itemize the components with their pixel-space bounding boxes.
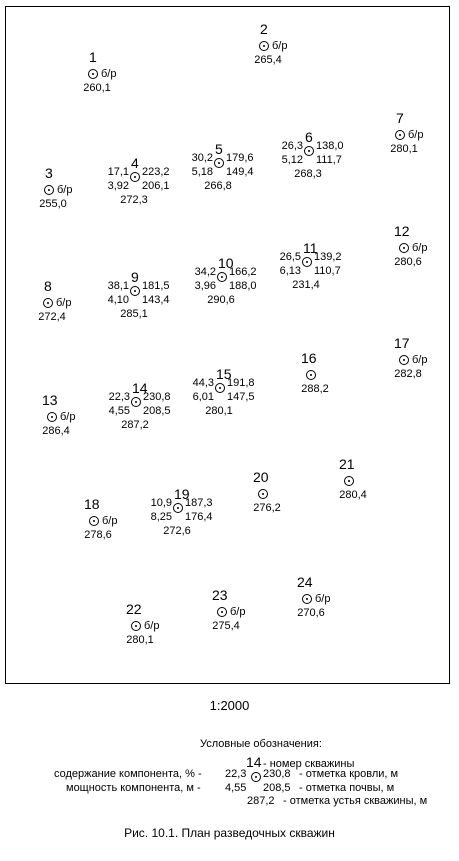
well-content: 22,3 [108,391,130,403]
well-floor: 149,4 [226,166,254,178]
well-symbol-icon [259,41,269,51]
well-status: б/р [412,354,428,366]
well-elevation: 255,0 [39,198,67,210]
well-content: 26,3 [281,140,303,152]
well-floor: 188,0 [229,280,257,292]
well-symbol-icon [217,272,227,282]
well-number: 4 [131,155,139,171]
well-status: б/р [144,620,160,632]
well-roof: 181,5 [142,280,170,292]
well-number: 11 [303,240,318,256]
well-number: 3 [45,165,53,181]
well-thickness: 3,96 [194,280,216,292]
well-elevation: 276,2 [253,502,281,514]
well-status: б/р [56,297,72,309]
well-symbol-icon [173,503,183,513]
well-elevation: 266,8 [204,180,232,192]
legend-well-symbol [251,772,261,782]
legend-elevation-desc: - отметка устья скважины, м [283,795,428,807]
legend-title: Условные обозначения: [200,738,322,750]
well-number: 20 [253,469,269,485]
well-elevation: 268,3 [294,168,322,180]
well-symbol-icon [302,257,312,267]
well-number: 14 [132,380,148,396]
well-elevation: 286,4 [42,425,70,437]
well-symbol-icon [258,489,268,499]
well-number: 12 [394,223,410,239]
well-elevation: 282,8 [394,368,422,380]
well-number: 13 [42,392,58,408]
well-floor: 206,1 [142,180,170,192]
well-elevation: 290,6 [207,294,235,306]
well-elevation: 285,1 [120,308,148,320]
well-number: 7 [396,110,404,126]
well-symbol-icon [214,158,224,168]
well-symbol-icon [344,476,354,486]
well-elevation: 265,4 [254,54,282,66]
well-number: 24 [297,574,313,590]
well-status: б/р [57,184,73,196]
well-symbol-icon [215,383,225,393]
well-symbol-icon [399,355,409,365]
well-elevation: 272,3 [120,194,148,206]
well-floor: 111,7 [316,154,342,166]
well-number: 22 [126,601,142,617]
well-elevation: 272,6 [163,525,191,537]
well-number: 6 [305,129,313,145]
well-elevation: 288,2 [301,383,329,395]
well-floor: 176,4 [185,511,213,523]
well-elevation: 272,4 [38,311,66,323]
well-number: 23 [212,587,228,603]
well-status: б/р [408,129,424,141]
well-number: 21 [339,456,355,472]
well-number: 9 [131,269,139,285]
legend-roof-desc: - отметка кровли, м [299,768,399,780]
well-number: 5 [215,141,223,157]
well-elevation: 270,6 [297,607,325,619]
well-elevation: 231,4 [292,279,320,291]
well-roof: 223,2 [142,166,170,178]
well-elevation: 280,4 [339,489,367,501]
well-roof: 179,6 [226,152,254,164]
well-roof: 139,2 [314,251,342,263]
well-content: 26,5 [279,251,301,263]
well-symbol-icon [302,594,312,604]
well-elevation: 280,6 [394,256,422,268]
well-symbol-icon [131,397,141,407]
well-number: 19 [174,486,190,502]
well-content: 38,1 [107,280,129,292]
legend-floor-value: 208,5 [263,782,291,794]
well-content: 30,2 [191,152,213,164]
well-roof: 191,8 [227,377,255,389]
scale-label: 1:2000 [209,698,250,713]
well-thickness: 8,25 [150,511,172,523]
well-content: 10,9 [150,497,172,509]
well-symbol-icon [395,130,405,140]
well-content: 17,1 [107,166,129,178]
well-thickness: 4,55 [108,405,130,417]
well-symbol-icon [130,286,140,296]
well-floor: 208,5 [143,405,171,417]
well-content: 44,3 [192,377,214,389]
figure-caption: Рис. 10.1. План разведочных скважин [124,826,335,840]
well-symbol-icon [217,607,227,617]
well-elevation: 280,1 [390,143,418,155]
well-thickness: 5,18 [191,166,213,178]
well-roof: 187,3 [185,497,213,509]
well-number: 1 [89,49,97,65]
well-number: 18 [84,496,100,512]
well-content: 34,2 [194,266,216,278]
legend-content-value: 22,3 [225,768,247,780]
well-roof: 230,8 [143,391,171,403]
map-frame [5,6,450,684]
legend-elevation-value: 287,2 [247,795,275,807]
well-elevation: 287,2 [121,419,149,431]
legend-thickness-label: мощность компонента, м - [66,782,201,794]
legend-number-desc: - номер скважины [263,758,355,770]
well-elevation: 280,1 [205,405,233,417]
well-number: 2 [260,21,268,37]
well-status: б/р [272,40,288,52]
well-status: б/р [101,68,117,80]
well-elevation: 260,1 [83,82,111,94]
well-number: 8 [44,278,52,294]
well-floor: 147,5 [227,391,255,403]
well-thickness: 4,10 [107,294,129,306]
well-elevation: 278,6 [84,529,112,541]
well-status: б/р [102,515,118,527]
well-number: 10 [218,255,234,271]
well-status: б/р [315,593,331,605]
well-number: 15 [216,366,232,382]
legend-content-label: содержание компонента, % - [54,768,202,780]
well-thickness: 5,12 [281,154,303,166]
well-status: б/р [230,606,246,618]
well-symbol-icon [89,516,99,526]
well-symbol-icon [47,412,57,422]
well-roof: 166,2 [229,266,257,278]
well-elevation: 275,4 [212,620,240,632]
well-floor: 110,7 [314,265,341,277]
well-thickness: 6,13 [279,265,301,277]
well-symbol-icon [44,185,54,195]
well-symbol-icon [131,621,141,631]
well-symbol-icon [88,69,98,79]
well-status: б/р [60,411,76,423]
well-symbol-icon [304,146,314,156]
legend-sample-number: 14 [246,754,262,770]
well-symbol-icon [399,243,409,253]
well-symbol-icon [306,370,316,380]
well-symbol-icon [130,172,140,182]
well-thickness: 3,92 [107,180,129,192]
well-number: 17 [394,335,410,351]
well-thickness: 6,01 [192,391,214,403]
legend-roof-value: 230,8 [263,768,291,780]
legend-floor-desc: - отметка почвы, м [299,782,395,794]
well-roof: 138,0 [316,140,344,152]
well-elevation: 280,1 [126,634,154,646]
well-status: б/р [412,242,428,254]
legend-thickness-value: 4,55 [225,782,247,794]
well-floor: 143,4 [142,294,170,306]
well-number: 16 [301,350,317,366]
well-symbol-icon [43,298,53,308]
